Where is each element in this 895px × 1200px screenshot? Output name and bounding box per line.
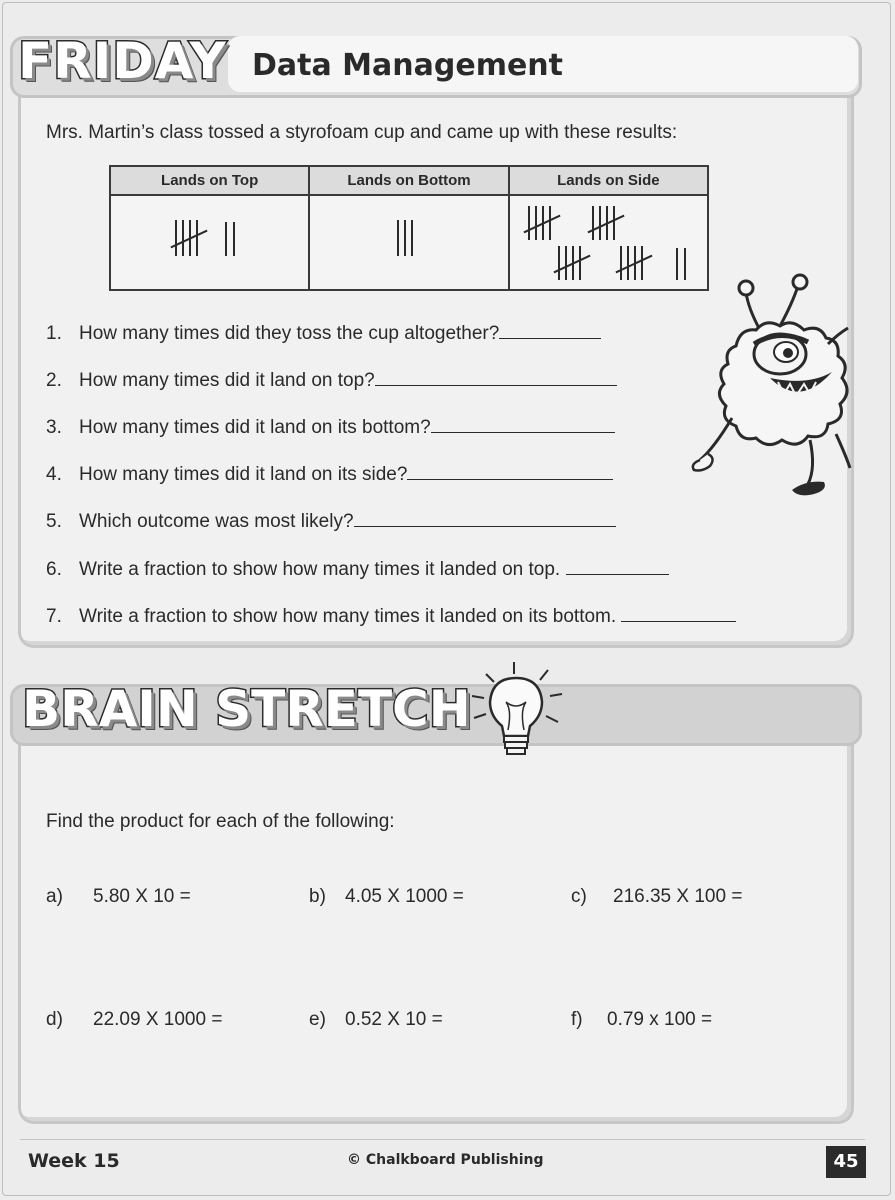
day-heading: FRIDAY [18,32,227,90]
question-text: How many times did they toss the cup altogether? [79,323,500,344]
problem-b [309,886,464,908]
tally-mark-group [173,220,205,256]
brain-stretch-heading: BRAIN STRETCH [22,680,471,738]
problem-label: d) [46,1009,63,1030]
question-4 [46,463,613,486]
monster-illustration [688,268,853,503]
answer-blank[interactable] [407,463,613,480]
tally-table [109,165,709,291]
question-text: How many times did it land on its bottom? [79,417,431,438]
brain-stretch-instruction: Find the product for each of the following: [46,811,395,832]
question-text: Which outcome was most likely? [79,511,354,532]
question-text: Write a fraction to show how many times it landed on its bottom. [79,606,617,627]
question-number: 4. [46,464,62,485]
tally-mark-group [618,246,650,280]
question-number: 7. [46,606,62,627]
answer-blank[interactable] [499,322,601,339]
problem-expression: 0.79 x 100 = [607,1009,713,1030]
column-header-top: Lands on Top [110,166,309,195]
problem-e [309,1009,443,1031]
question-6 [46,558,669,581]
problem-expression: 0.52 X 10 = [345,1009,443,1030]
answer-blank[interactable] [375,369,617,386]
problem-label: e) [309,1009,326,1030]
tally-mark-group [223,222,237,256]
problem-expression: 4.05 X 1000 = [345,886,464,907]
answer-blank[interactable] [566,558,669,575]
lightbulb-icon [468,660,568,760]
problem-expression: 22.09 X 1000 = [93,1009,223,1030]
question-number: 1. [46,323,62,344]
problem-d [46,1009,222,1031]
tally-mark-group [674,248,688,280]
question-text: How many times did it land on top? [79,370,375,391]
question-number: 6. [46,559,62,580]
question-3 [46,416,615,439]
answer-blank[interactable] [431,416,615,433]
question-5 [46,510,616,533]
column-header-side: Lands on Side [509,166,708,195]
problem-label: b) [309,886,326,907]
page-number: 45 [826,1146,866,1178]
question-1 [46,322,601,345]
footer-week: Week 15 [28,1150,120,1172]
problem-f [571,1009,712,1031]
tally-mark-group [556,246,588,280]
tally-mark-group [395,220,417,256]
question-7 [46,605,736,628]
section-title: Data Management [252,48,564,83]
problem-label: f) [571,1009,583,1030]
problem-c [571,886,742,908]
problem-label: c) [571,886,587,907]
tally-cell-bottom [309,195,508,290]
tally-mark-group [526,206,558,240]
tally-cell-side [509,195,708,290]
question-2 [46,369,617,392]
column-header-bottom: Lands on Bottom [309,166,508,195]
footer-divider [20,1139,865,1140]
question-number: 5. [46,511,62,532]
question-number: 2. [46,370,62,391]
tally-cell-top [110,195,309,290]
question-text: How many times did it land on its side? [79,464,408,485]
question-number: 3. [46,417,62,438]
problem-expression: 216.35 X 100 = [613,886,743,907]
brain-stretch-panel [18,712,854,1124]
problem-label: a) [46,886,63,907]
problem-expression: 5.80 X 10 = [93,886,191,907]
problem-a [46,886,191,908]
answer-blank[interactable] [354,510,616,527]
tally-mark-group [590,206,622,240]
intro-text: Mrs. Martin’s class tossed a styrofoam cup and came up with these results: [46,122,678,143]
question-text: Write a fraction to show how many times it landed on top. [79,559,561,580]
footer-publisher: © Chalkboard Publishing [347,1152,544,1168]
answer-blank[interactable] [621,605,736,622]
